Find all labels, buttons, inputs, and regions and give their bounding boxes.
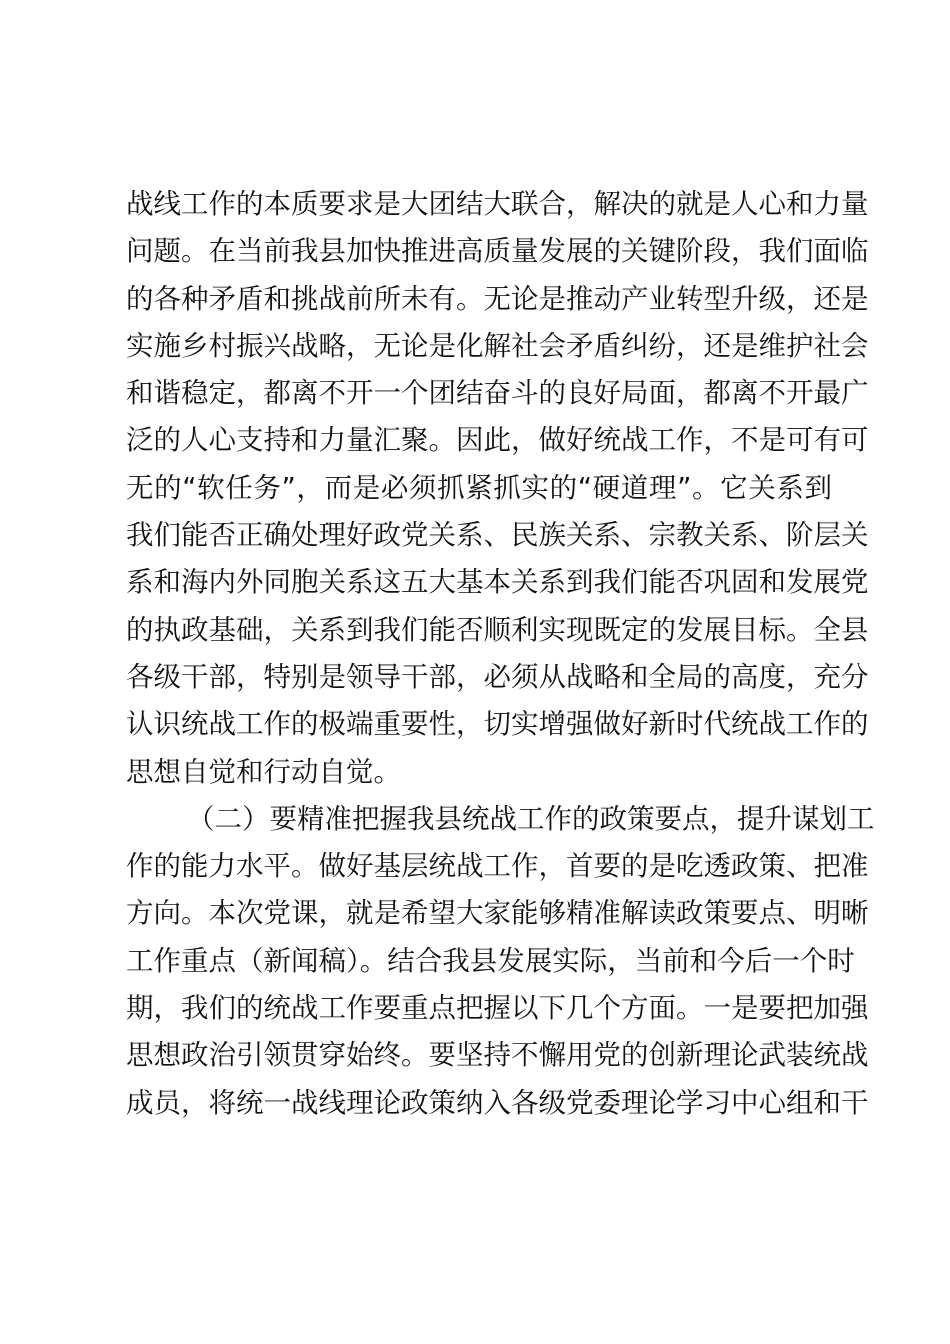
paragraph-2: [126, 796, 875, 1127]
text-line: 泛的人心支持和力量汇聚。因此，做好统战工作，不是可有可: [126, 424, 869, 457]
text-line: 工作重点（新闻稿）。结合我县发展实际，当前和今后一个时: [126, 944, 855, 977]
text-line: 无的“软任务”，而是必须抓紧抓实的“硬道理”。它关系到: [126, 471, 832, 504]
text-line: 战线工作的本质要求是大团结大联合，解决的就是人心和力量: [126, 188, 869, 220]
text-line: 期，我们的统战工作要重点把握以下几个方面。一是要把加强: [126, 992, 869, 1025]
text-line: 系和海内外同胞关系这五大基本关系到我们能否巩固和发展党: [126, 566, 869, 599]
text-line: 的执政基础，关系到我们能否顺利实现既定的发展目标。全县: [126, 613, 869, 646]
text-line: 实施乡村振兴战略，无论是化解社会矛盾纠纷，还是维护社会: [126, 329, 869, 362]
section-heading-line: （二）要精准把握我县统战工作的政策要点，提升谋划工: [187, 802, 875, 835]
text-line: 的各种矛盾和挑战前所未有。无论是推动产业转型升级，还是: [126, 282, 869, 315]
paragraph-1: [126, 181, 869, 796]
text-line: 认识统战工作的极端重要性，切实增强做好新时代统战工作的: [126, 708, 869, 741]
text-line: 思想自觉和行动自觉。: [126, 755, 401, 788]
text-line: 思想政治引领贯穿始终。要坚持不懈用党的创新理论武装统战: [126, 1039, 869, 1072]
text-line: 和谐稳定，都离不开一个团结奋斗的良好局面，都离不开最广: [126, 377, 869, 410]
text-line: 各级干部，特别是领导干部，必须从战略和全局的高度，充分: [126, 660, 869, 693]
text-line: 方向。本次党课，就是希望大家能够精准解读政策要点、明晰: [126, 897, 869, 930]
text-line: 作的能力水平。做好基层统战工作，首要的是吃透政策、把准: [126, 850, 869, 883]
text-line: 问题。在当前我县加快推进高质量发展的关键阶段，我们面临: [126, 235, 869, 268]
document-body: [126, 181, 875, 1127]
text-line: 我们能否正确处理好政党关系、民族关系、宗教关系、阶层关: [126, 519, 869, 552]
text-line: 成员，将统一战线理论政策纳入各级党委理论学习中心组和干: [126, 1086, 869, 1119]
